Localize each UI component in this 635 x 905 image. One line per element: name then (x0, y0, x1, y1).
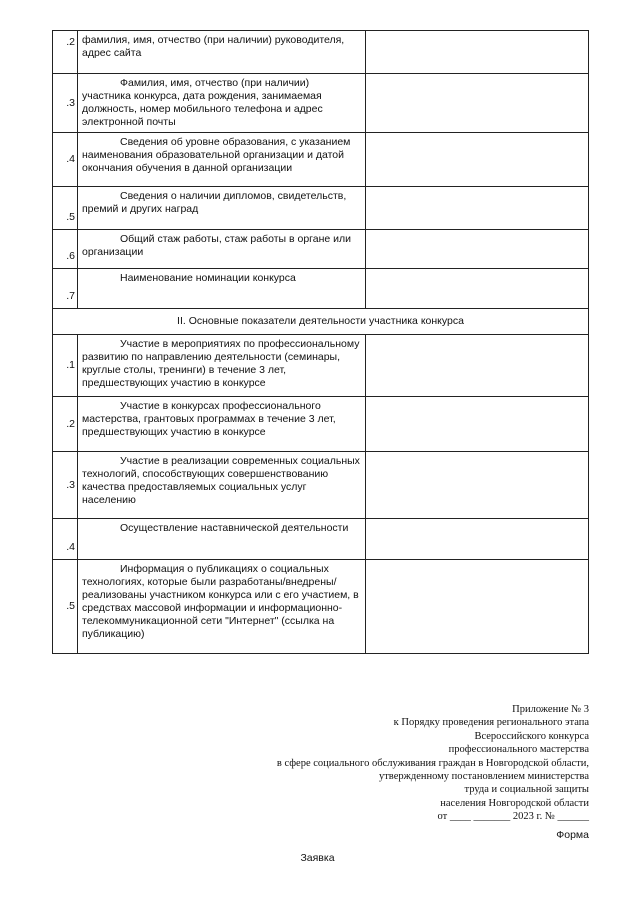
row-description: Участие в реализации современных социальных технологий, способствующих совершенствованию качества предоставляемых социальных услуг населению (78, 452, 366, 519)
row-value-cell[interactable] (366, 31, 589, 74)
row-value-cell[interactable] (366, 397, 589, 452)
row-number: .3 (53, 74, 78, 133)
form-label: Форма (556, 829, 589, 841)
row-description: фамилия, имя, отчество (при наличии) руководителя, адрес сайта (78, 31, 366, 74)
row-number: .4 (53, 519, 78, 560)
row-description: Информация о публикациях о социальных технологиях, которые были разработаны/внедрены/реализованы участником конкурса или с его участием, в средствах массовой информации и информационно-телекоммуникационной сети "Интернет" (ссылка на публикацию) (78, 560, 366, 654)
row-description: Сведения о наличии дипломов, свидетельств, премий и других наград (78, 187, 366, 230)
table-row (53, 335, 589, 397)
row-description: Общий стаж работы, стаж работы в органе или организации (78, 230, 366, 269)
row-value-cell[interactable] (366, 269, 589, 309)
row-number: .2 (53, 31, 78, 74)
table-row (53, 397, 589, 452)
row-description: Наименование номинации конкурса (78, 269, 366, 309)
appendix-line: Приложение № 3 (512, 704, 589, 715)
appendix-line: профессионального мастерства (448, 744, 589, 756)
appendix-line: от ____ _______ 2023 г. № ______ (437, 811, 589, 823)
appendix-line: утвержденному постановлением министерства (378, 771, 589, 783)
table-row (53, 74, 589, 133)
row-number: .4 (53, 133, 78, 187)
row-value-cell[interactable] (366, 452, 589, 519)
row-value-cell[interactable] (366, 519, 589, 560)
table-row (53, 230, 589, 269)
row-description: Фамилия, имя, отчество (при наличии) участника конкурса, дата рождения, занимаемая должность, номер мобильного телефона и адрес электронной почты (78, 74, 366, 133)
row-number: .7 (53, 269, 78, 309)
row-description: Участие в конкурсах профессионального мастерства, грантовых программах в течение 3 лет, предшествующих участию в конкурсе (78, 397, 366, 452)
row-description: Участие в мероприятиях по профессиональному развитию по направлению деятельности (семинары, круглые столы, тренинги) в течение 3 лет, предшествующих участию в конкурсе (78, 335, 366, 397)
row-value-cell[interactable] (366, 335, 589, 397)
row-number: .6 (53, 230, 78, 269)
table-row (53, 133, 589, 187)
table-row (53, 187, 589, 230)
row-value-cell[interactable] (366, 133, 589, 187)
section-title: II. Основные показатели деятельности участника конкурса (53, 309, 589, 335)
row-value-cell[interactable] (366, 74, 589, 133)
appendix-line: к Порядку проведения регионального этапа (393, 717, 589, 729)
row-number: .5 (53, 560, 78, 654)
table-row (53, 31, 589, 74)
table-row (53, 519, 589, 560)
appendix-line: населения Новгородской области (440, 797, 589, 809)
document-title: Заявка (300, 852, 335, 864)
appendix-block (277, 703, 589, 824)
row-description: Осуществление наставнической деятельности (78, 519, 366, 560)
row-value-cell[interactable] (366, 230, 589, 269)
appendix-line: труда и социальной защиты (464, 784, 589, 796)
row-number: .5 (53, 187, 78, 230)
row-number: .1 (53, 335, 78, 397)
row-description: Сведения об уровне образования, с указанием наименования образовательной организации и датой окончания обучения в данной организации (78, 133, 366, 187)
row-value-cell[interactable] (366, 187, 589, 230)
row-value-cell[interactable] (366, 560, 589, 654)
application-table (52, 30, 589, 654)
table-row (53, 560, 589, 654)
table-row (53, 269, 589, 309)
table-row (53, 452, 589, 519)
row-number: .3 (53, 452, 78, 519)
row-number: .2 (53, 397, 78, 452)
appendix-line: Всероссийского конкурса (474, 730, 589, 742)
section-row (53, 309, 589, 335)
appendix-line: в сфере социального обслуживания граждан в Новгородской области, (276, 757, 589, 769)
